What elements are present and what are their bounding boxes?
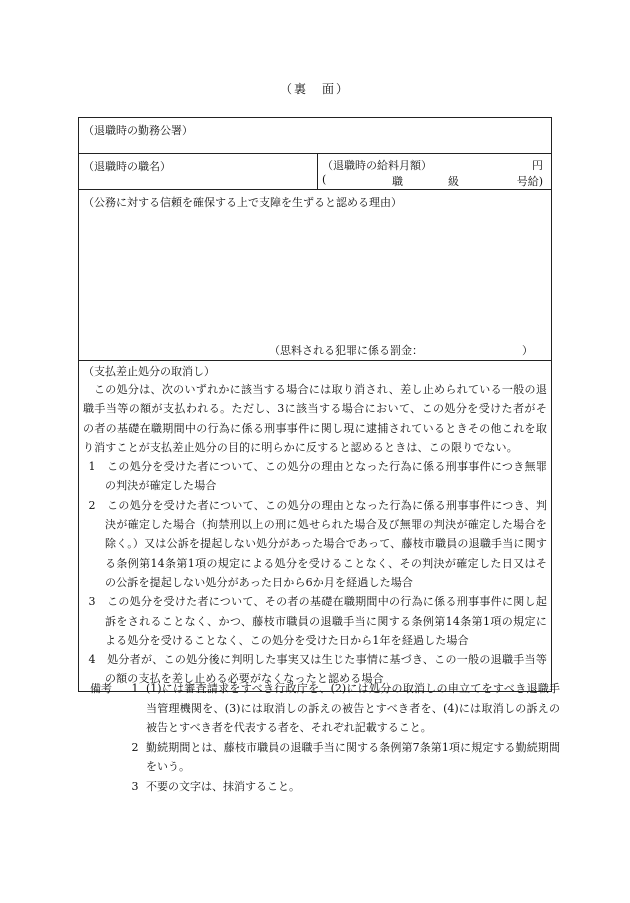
note-item [90, 679, 560, 738]
office-row [79, 118, 551, 154]
position-salary-row [79, 154, 551, 190]
salary-label: （退職時の給料月額） [322, 159, 432, 172]
retirement-form-table [78, 117, 552, 692]
cancel-item: 1 この処分を受けた者について、この処分の理由となった行為に係る刑事事件につき無罪の判決が確定した場合 [88, 460, 547, 493]
office-label: （退職時の勤務公署） [83, 124, 193, 137]
cancel-section [79, 361, 551, 691]
note-item [90, 777, 560, 797]
note-item [90, 738, 560, 777]
grade-shoku: 職 [392, 175, 403, 188]
cancel-item: 2 この処分を受けた者について、この処分の理由となった行為に係る刑事事件につき、判決が確定した場合（拘禁刑以上の刑に処せられた場合及び無罪の判決が確定した場合を除く。）又は公訴を提起しない処分があった場合であって、藤枝市職員の退職手当に関する条例第14条第1項の規定による処分を受けることなく、その判決が確定した日又はその公訴を提起しない処分があった日から6か月を経過した場合 [88, 498, 547, 589]
note-text: (1)には審査請求をすべき行政庁を、(2)には処分の取消しの申立てをすべき退職手当管理機関を、(3)には取消しの訴えの被告とすべき者を、(4)には取消しの訴えの被告とすべき者を代表する者を、それぞれ記載すること。 [146, 682, 560, 734]
cancel-heading: （支払差止処分の取消し） [83, 365, 215, 378]
reason-label: （公務に対する信頼を確保する上で支障を生ずると認める理由） [83, 196, 402, 209]
cancel-intro: この処分は、次のいずれかに該当する場合には取り消され、差し止められている一般の退職手当等の額が支払われる。ただし、3に該当する場合において、この処分を受けた者がその者の基礎在職期間中の行為に係る刑事事件に関し現に逮捕されているときその他これを取り消すことが支払差止処分の目的に明らかに反すると認めるときは、この限りでない。 [83, 383, 547, 454]
grade-kyu: 級 [448, 175, 459, 188]
position-cell [79, 154, 318, 189]
note-text: 勤続期間とは、藤枝市職員の退職手当に関する条例第7条第1項に規定する勤続期間をいう。 [146, 740, 560, 773]
note-number: 3 [131, 779, 139, 793]
page-title: （裏 面） [279, 82, 350, 96]
salary-cell [318, 154, 551, 189]
cancel-item: 3 この処分を受けた者について、その者の基礎在職期間中の行為に係る刑事事件に関し起訴をされることなく、かつ、藤枝市職員の退職手当に関する条例第14条第1項の規定による処分を受けることなく、この処分を受けた日から1年を経過した場合 [88, 595, 547, 647]
cancel-item: 4 処分者が、この処分後に判明した事実又は生じた事情に基づき、この一般の退職手当等の額の支払を差し止める必要がなくなったと認める場合 [88, 653, 547, 686]
notes-section [90, 679, 560, 796]
salary-unit: 円 [532, 159, 543, 172]
penalty-line [269, 342, 547, 358]
penalty-label: （思料される犯罪に係る罰金： [269, 344, 423, 357]
note-text: 不要の文字は、抹消すること。 [146, 779, 300, 793]
note-number: 2 [131, 740, 139, 754]
notes-heading: 備考 [90, 682, 112, 695]
penalty-close: ） [522, 344, 533, 357]
position-label: （退職時の職名） [83, 160, 171, 173]
reason-row [79, 190, 551, 361]
grade-gokyu: 号給) [516, 175, 543, 188]
note-number: 1 [131, 682, 139, 695]
grade-open: ( [322, 173, 327, 186]
